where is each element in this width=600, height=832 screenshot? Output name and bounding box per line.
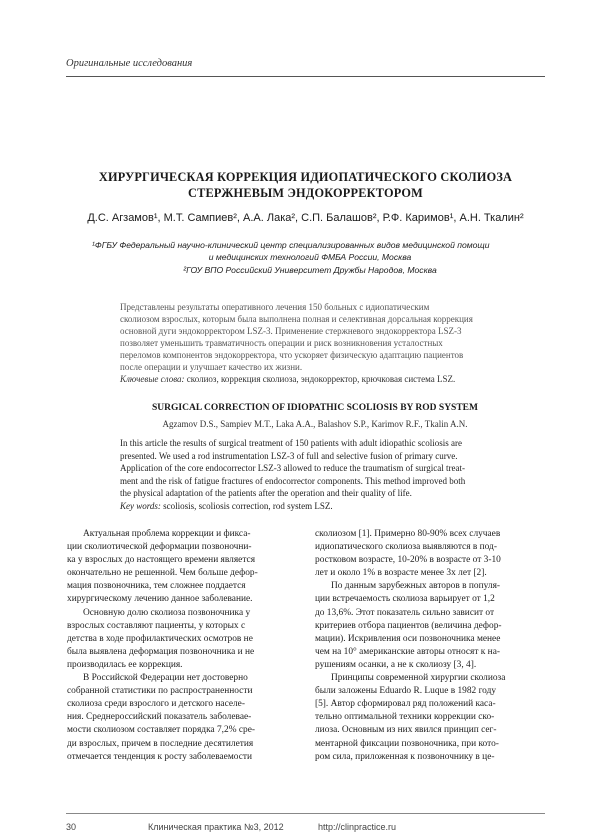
body-line: окончательно не решенной. Чем больше дефор- xyxy=(67,568,258,579)
journal-name: Клиническая практика №3, 2012 xyxy=(148,822,284,832)
body-column-left xyxy=(67,528,299,764)
section-label: Оригинальные исследования xyxy=(66,58,193,69)
header-rule xyxy=(66,76,545,77)
affiliation-1: ¹ФГБУ Федеральный научно-клинический центр специализированных видов медицинской помощи xyxy=(92,240,490,250)
body-line: лиоза. Основным из них явился принцип сег- xyxy=(315,725,497,736)
abstract-en-line: ment and the risk of fatigue fractures of endocorrector components. This method improved both xyxy=(120,475,466,486)
abstract-en xyxy=(120,437,510,512)
abstract-line: Представлены результаты оперативного лечения 150 больных с идиопатическим xyxy=(120,302,430,312)
body-line: были заложены Eduardo R. Luque в 1982 году xyxy=(315,686,497,697)
journal-url[interactable]: http://clinpractice.ru xyxy=(318,822,397,832)
abstract-line: сколиозом взрослых, которым была выполнена полная и селективная дорсальная коррекция xyxy=(120,314,473,324)
body-line: тельно оптимальной техники коррекции ско- xyxy=(315,712,495,723)
body-line: ром сила, приложенная к позвоночнику в це- xyxy=(315,751,495,762)
body-line: чем на 10° американские авторы относят к на- xyxy=(315,646,500,657)
keywords-ru xyxy=(120,373,510,385)
body-line: была выявлена деформация позвоночника и не xyxy=(67,646,255,657)
body-line: мация позвоночника, тем сложнее поддается xyxy=(67,581,246,592)
abstract-line: переломов компонентов эндокорректора, что ускоряет физическую адаптацию пациентов xyxy=(120,350,464,360)
body-line: ния. Среднероссийский показатель заболевае- xyxy=(67,712,252,723)
body-line: рушениям осанки, а не к сколиозу [3, 4]. xyxy=(315,659,477,670)
title-line-1: ХИРУРГИЧЕСКАЯ КОРРЕКЦИЯ ИДИОПАТИЧЕСКОГО СКОЛИОЗА xyxy=(98,170,513,184)
body-line: мости сколиозом составляет порядка 7,2% сре- xyxy=(67,725,255,736)
abstract-line: позволяет уменьшить травматичность операции и риск возникновения усталостных xyxy=(120,338,443,348)
body-line: сколиоза среди взрослого и детского населе- xyxy=(67,699,245,710)
body-line: отмечается тенденция к росту заболеваемости xyxy=(67,751,252,762)
body-line: ди взрослых, причем в последние десятилетия xyxy=(67,738,254,749)
keywords-en-text: scoliosis, scoliosis correction, rod system LSZ. xyxy=(160,500,333,511)
abstract-line: после операции и улучшает качество их жизни. xyxy=(120,362,303,372)
keywords-text: сколиоз, коррекция сколиоза, эндокорректор, крючковая система LSZ. xyxy=(184,374,456,384)
body-line: ментарной фиксации позвоночника, при кото- xyxy=(315,738,499,749)
abstract-en-line: presented. We used a rod instrumentation LSZ-3 of full and selective fusion of primary curve. xyxy=(120,450,458,461)
body-line: мации). Искривления оси позвоночника менее xyxy=(315,633,501,644)
body-line: ка у взрослых до настоящего времени является xyxy=(67,555,256,566)
body-line: ции сколиотической деформации позвоночни- xyxy=(67,542,252,553)
body-line: По данным зарубежных авторов в популя- xyxy=(331,581,501,592)
body-line: В Российской Федерации нет достоверно xyxy=(83,673,248,684)
body-line: ции встречаемость сколиоза варьирует от 1,2 xyxy=(315,594,495,605)
keywords-label: Ключевые слова: xyxy=(120,374,185,384)
affiliation-1-cont: и медицинских технологий ФМБА России, Москва xyxy=(208,252,412,262)
body-line: собранной статистики по распространенности xyxy=(67,686,253,697)
body-line: критериев отбора пациентов (величина дефор- xyxy=(315,620,502,631)
body-line: [5]. Автор сформировал ряд положений каса- xyxy=(315,699,496,710)
affiliation-2: ²ГОУ ВПО Российский Университет Дружбы Народов, Москва xyxy=(183,265,437,275)
english-authors: Agzamov D.S., Sampiev M.T., Laka A.A., Balashov S.P., Karimov R.F., Tkalin A.N. xyxy=(162,419,468,429)
body-line: до 13,6%. Этот показатель сильно зависит от xyxy=(315,607,495,618)
body-line: Актуальная проблема коррекции и фикса- xyxy=(83,529,251,539)
abstract-en-line: In this article the results of surgical treatment of 150 patients with adult idiopathic scoliosis are xyxy=(120,438,462,448)
page-number: 30 xyxy=(66,822,77,832)
authors: Д.С. Агзамов¹, М.Т. Сампиев², А.А. Лака², С.П. Балашов², Р.Ф. Каримов¹, А.Н. Ткалин² xyxy=(87,212,524,224)
footer-rule xyxy=(66,813,545,814)
abstract-line: основной дуги эндокорректором LSZ-3. Применение стержневого эндокорректора LSZ-3 xyxy=(120,326,462,336)
body-line: производилась ее коррекция. xyxy=(67,659,183,670)
body-line: лет и около 1% в возрасте менее 3х лет [2]. xyxy=(315,568,487,579)
body-column-right xyxy=(315,528,547,764)
title-line-2: СТЕРЖНЕВЫМ ЭНДОКОРРЕКТОРОМ xyxy=(188,186,423,200)
body-line: Принципы современной хирургии сколиоза xyxy=(331,673,506,684)
abstract-ru xyxy=(120,301,510,385)
body-line: идиопатического сколиоза выявляются в под- xyxy=(315,542,497,553)
abstract-en-line: Application of the core endocorrector LSZ-3 allowed to reduce the traumatism of surgical treat- xyxy=(120,463,465,473)
abstract-en-line: the physical adaptation of the patients after the operation and their quality of life. xyxy=(120,488,412,498)
body-line: детства в ходе профилактических осмотров не xyxy=(67,633,253,644)
body-line: ростковом возрасте, 10-20% в возрасте от 3-10 xyxy=(315,555,501,566)
body-line: хирургическому лечению данное заболевание. xyxy=(67,594,253,605)
body-line: взрослых составляют пациенты, у которых с xyxy=(67,620,246,631)
body-line: Основную долю сколиоза позвоночника у xyxy=(83,607,251,618)
english-title: SURGICAL CORRECTION OF IDIOPATHIC SCOLIOSIS BY ROD SYSTEM xyxy=(152,403,478,413)
keywords-en-label: Key words: xyxy=(120,500,161,511)
body-line: сколиозом [1]. Примерно 80-90% всех случаев xyxy=(315,529,501,539)
keywords-en xyxy=(120,500,510,513)
